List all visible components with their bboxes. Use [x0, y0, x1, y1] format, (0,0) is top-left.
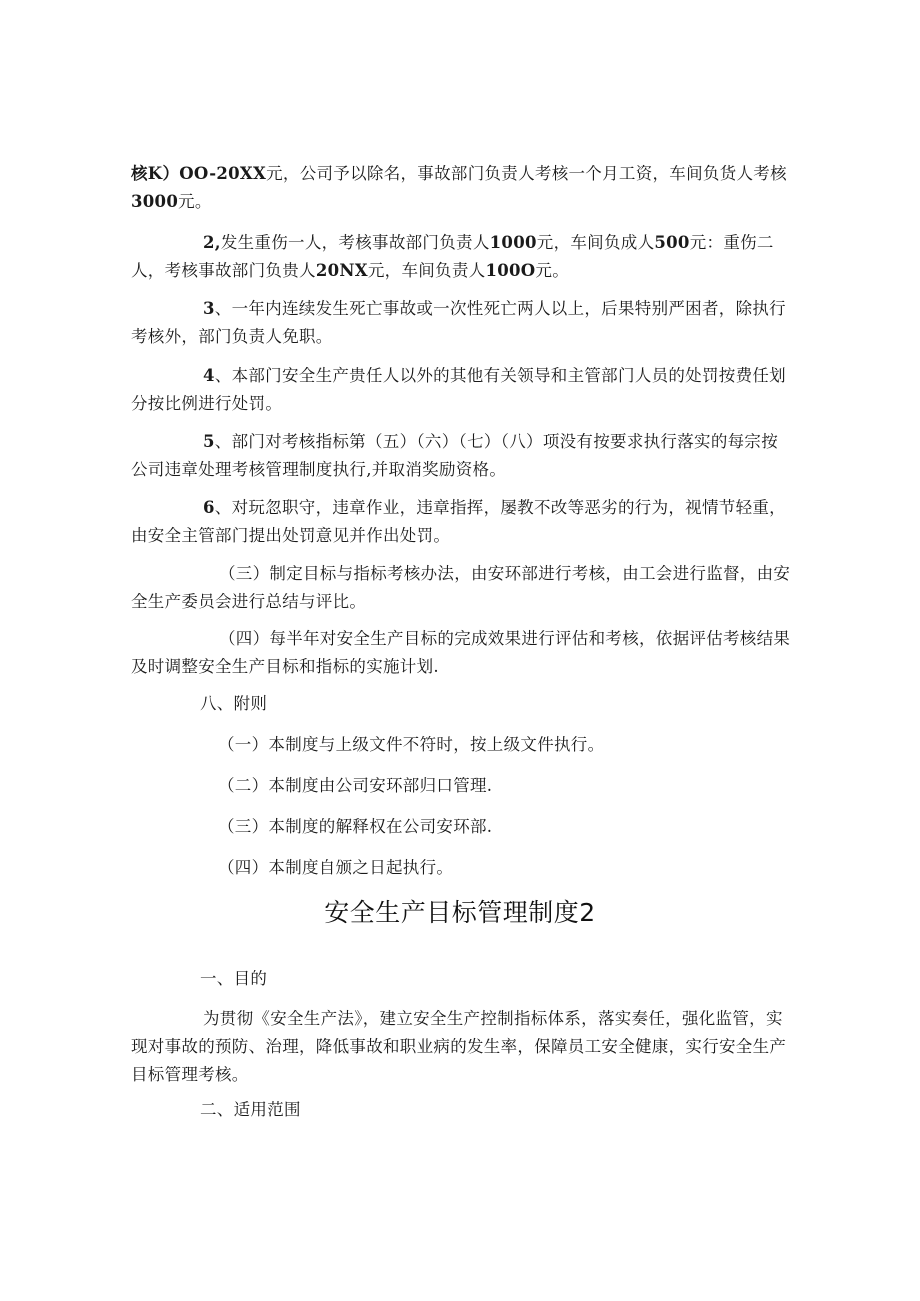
item-text: 元：重伤二人，考核事故部门负贵人: [131, 233, 774, 280]
item-number: 5: [203, 432, 215, 451]
paragraph-text: 元。: [178, 192, 212, 211]
section-heading-scope: 二、适用范围: [200, 1100, 301, 1119]
amount-text: 3000: [131, 192, 179, 211]
amount-text: 100O: [485, 261, 536, 280]
sub-section-3: （三）制定目标与指标考核办法，由安环部进行考核，由工会进行监督，由安全生产委员会进行总结与评比。: [131, 564, 791, 611]
paragraph-text: 元，公司予以除名，事故部门负责人考核一个月工资，车间负货人考核: [266, 164, 787, 183]
section-heading-8: 八、附则: [200, 694, 268, 713]
item-number: 3: [203, 299, 215, 318]
item-number: 2,: [203, 233, 221, 252]
item-text: 、本部门安全生产贵任人以外的其他有关领导和主管部门人员的处罚按费任划分按比例进行处罚。: [131, 366, 786, 413]
item-4: [131, 362, 791, 418]
rule-item-3: （三）本制度的解释权在公司安环部.: [218, 817, 493, 836]
item-text: 发生重伤一人，考核事故部门负责人: [220, 233, 490, 252]
item-number: 4: [203, 366, 215, 385]
item-text: 元，车间负责人: [367, 261, 486, 280]
paragraph-penalty-death: [131, 160, 791, 216]
amount-text: 500: [654, 233, 690, 252]
item-text: 元，车间负成人: [536, 233, 655, 252]
sub-section-4: （四）每半年对安全生产目标的完成效果进行评估和考核，依据评估考核结果及时调整安全生产目标和指标的实施计划.: [131, 629, 791, 676]
item-5: [131, 428, 791, 484]
item-text: 元。: [535, 261, 570, 280]
rule-item-1: （一）本制度与上级文件不符时，按上级文件执行。: [218, 735, 605, 754]
purpose-paragraph: 为贯彻《安全生产法》，建立安全生产控制指标体系，落实奏任，强化监管，实现对事故的预防、治理，降低事故和职业病的发生率，保障员工安全健康，实行安全生产目标管理考核。: [131, 1009, 787, 1084]
document-title: 安全生产目标管理制度2: [324, 898, 596, 927]
item-6: [131, 494, 791, 550]
item-text: 、对玩忽职守，违章作业，违章指挥，屡教不改等恶劣的行为，视情节轻重，由安全主管部门提出处罚意见并作出处罚。: [131, 498, 786, 545]
item-2: [131, 229, 791, 285]
rule-item-4: （四）本制度自颁之日起执行。: [218, 858, 454, 877]
item-text: 、一年内连续发生死亡事故或一次性死亡两人以上，后果特别严困者，除执行考核外，部门负责人免职。: [131, 299, 786, 346]
item-number: 6: [203, 498, 215, 517]
item-3: [131, 295, 791, 351]
section-heading-purpose: 一、目的: [200, 969, 268, 988]
amount-text: 1000: [489, 233, 537, 252]
item-text: 、部门对考核指标第（五）（六）（七）（八）项没有按要求执行落实的每宗按公司违章处理考核管理制度执行,并取消奖励资格。: [131, 432, 779, 479]
amount-text: 核K）OO-20XX: [131, 164, 267, 183]
rule-item-2: （二）本制度由公司安环部归口管理.: [218, 776, 493, 795]
amount-text: 20NX: [315, 261, 368, 280]
